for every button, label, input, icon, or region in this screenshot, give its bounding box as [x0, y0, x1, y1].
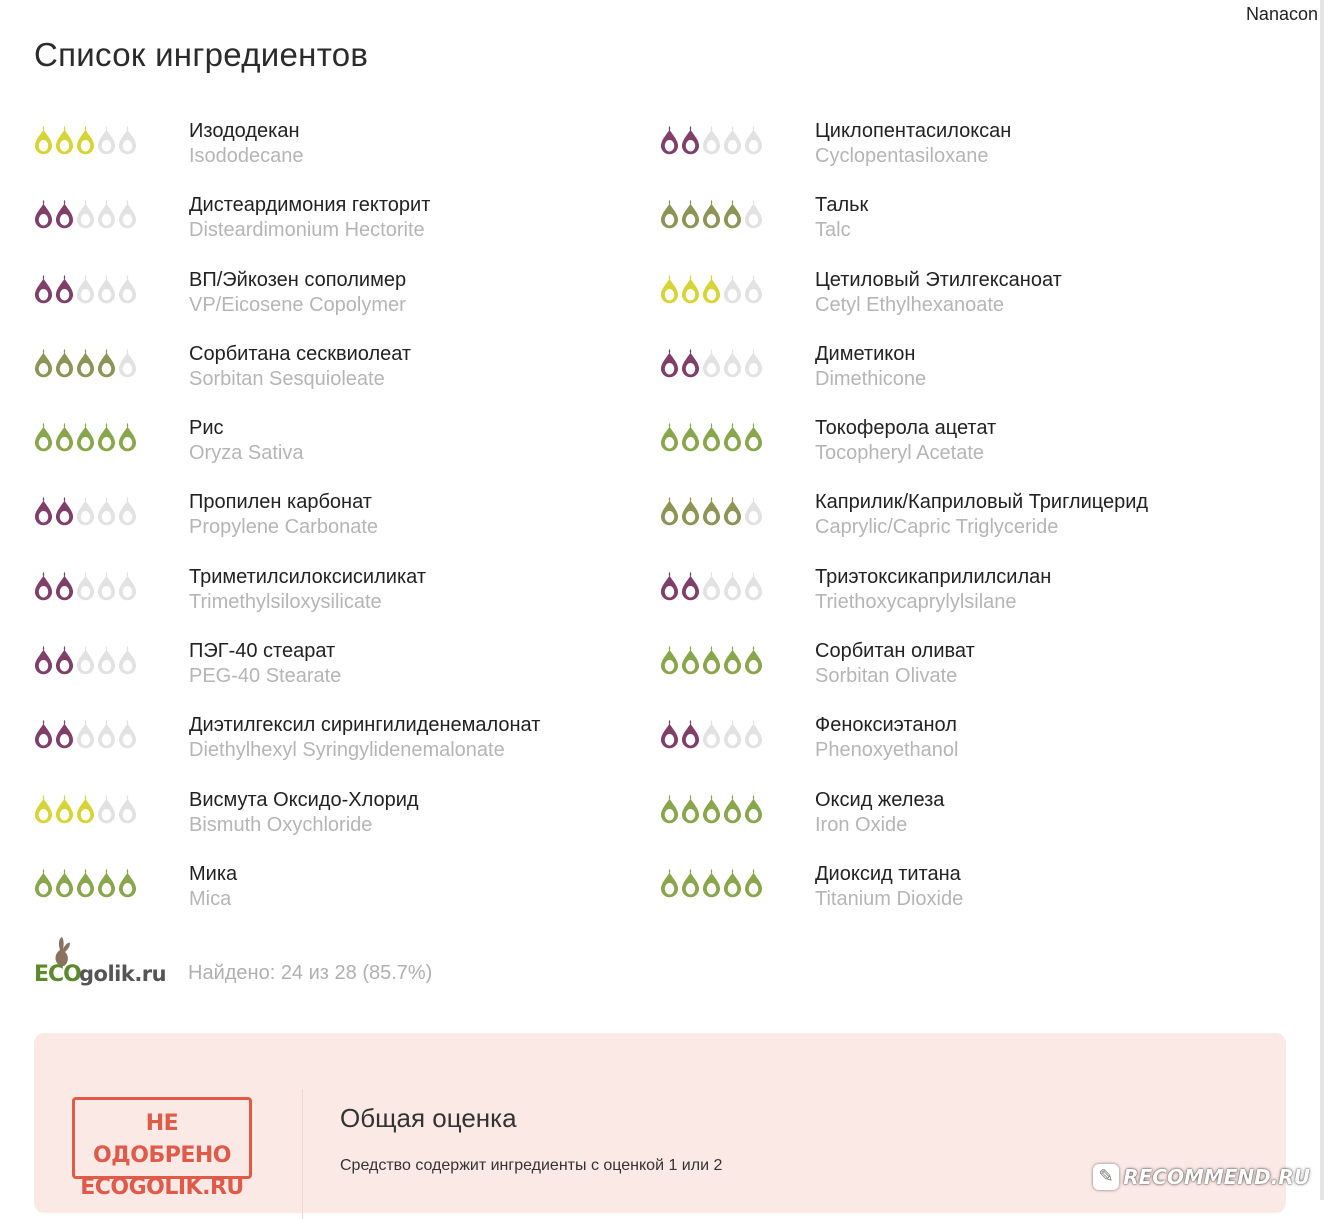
ingredient-name-en: Propylene Carbonate: [189, 516, 379, 539]
rating-drop-filled-icon: [681, 347, 700, 381]
ingredient-name-en: Bismuth Oxychloride: [189, 813, 373, 836]
ingredient-name-en: Caprylic/Capric Triglyceride: [815, 516, 1059, 539]
rating-drop-filled-icon: [660, 570, 679, 604]
ingredient-item[interactable]: [34, 335, 660, 409]
rating-drop-filled-icon: [55, 644, 74, 678]
rating-drop-filled-icon: [55, 421, 74, 455]
ingredient-name-ru[interactable]: Циклопентасилоксан: [815, 120, 1012, 142]
rating-drop-empty-icon: [723, 570, 742, 604]
ingredient-names: [189, 639, 341, 689]
rating-drop-filled-icon: [55, 124, 74, 158]
ingredient-item[interactable]: [34, 261, 660, 335]
rating-drop-filled-icon: [34, 718, 53, 752]
ingredient-name-ru[interactable]: Токоферола ацетат: [815, 417, 997, 440]
rating-drop-filled-icon: [744, 644, 763, 678]
ingredient-name-en: Phenoxyethanol: [815, 739, 959, 762]
not-approved-stamp: [72, 1097, 252, 1200]
rating-drop-empty-icon: [744, 347, 763, 381]
rating-drop-filled-icon: [76, 124, 95, 158]
ingredient-item[interactable]: [660, 112, 1286, 186]
rating-drop-empty-icon: [744, 198, 763, 232]
ingredient-name-en: Triethoxycaprylylsilane: [815, 590, 1017, 613]
rating-drop-filled-icon: [76, 793, 95, 827]
rating-drop-filled-icon: [744, 867, 763, 901]
rating-drop-filled-icon: [702, 421, 721, 455]
ingredient-names: [815, 639, 975, 689]
rating-drop-filled-icon: [34, 124, 53, 158]
rating-drops: [34, 495, 139, 529]
found-count: Найдено: 24 из 28 (85.7%): [188, 962, 433, 984]
rating-drops: [34, 867, 139, 901]
ingredient-names: [815, 565, 1051, 615]
rating-drop-empty-icon: [118, 124, 137, 158]
ingredient-name-ru[interactable]: ВП/Эйкозен сополимер: [189, 268, 407, 291]
rating-drops: [660, 421, 765, 455]
rating-drop-empty-icon: [744, 570, 763, 604]
rating-drop-filled-icon: [681, 718, 700, 752]
ingredient-names: [189, 268, 406, 318]
ingredient-names: [815, 713, 958, 763]
rating-drop-empty-icon: [702, 570, 721, 604]
rating-drop-empty-icon: [76, 718, 95, 752]
ingredient-name-ru[interactable]: Мика: [189, 862, 238, 885]
ingredient-name-en: PEG-40 Stearate: [189, 665, 342, 688]
rating-drops: [34, 198, 139, 232]
rating-drop-empty-icon: [744, 273, 763, 307]
rating-drop-empty-icon: [76, 570, 95, 604]
ingredient-item[interactable]: [34, 781, 660, 855]
ingredient-names: [189, 862, 237, 912]
ingredient-names: [189, 193, 430, 243]
rating-drop-filled-icon: [660, 421, 679, 455]
rating-drop-filled-icon: [55, 273, 74, 307]
ingredient-item[interactable]: [34, 632, 660, 706]
rating-drops: [660, 495, 765, 529]
rating-drop-filled-icon: [34, 867, 53, 901]
rating-drop-filled-icon: [660, 124, 679, 158]
ingredient-names: [815, 490, 1148, 540]
ingredient-item[interactable]: [34, 558, 660, 632]
ingredient-item[interactable]: [34, 706, 660, 780]
rating-drop-filled-icon: [681, 273, 700, 307]
ingredient-name-ru[interactable]: Висмута Оксидо-Хлорид: [189, 788, 419, 811]
stamp-line-1: НЕ ОДОБРЕНО: [92, 1111, 232, 1168]
rating-drop-filled-icon: [34, 198, 53, 232]
rating-drop-filled-icon: [702, 273, 721, 307]
ingredient-item[interactable]: [660, 558, 1286, 632]
rating-drop-filled-icon: [76, 421, 95, 455]
ingredient-names: [815, 193, 868, 243]
rating-drop-filled-icon: [723, 867, 742, 901]
rating-drop-empty-icon: [76, 644, 95, 678]
ingredient-name-en: Disteardimonium Hectorite: [189, 219, 425, 242]
ingredient-name-en: Cyclopentasiloxane: [815, 145, 989, 167]
ingredient-name-ru[interactable]: Тальк: [815, 194, 869, 217]
rating-drops: [660, 793, 765, 827]
rating-drop-filled-icon: [55, 347, 74, 381]
rating-drop-filled-icon: [34, 421, 53, 455]
rating-drop-empty-icon: [702, 347, 721, 381]
rating-drop-filled-icon: [681, 124, 700, 158]
rating-drops: [34, 718, 139, 752]
rating-drop-filled-icon: [723, 421, 742, 455]
rating-drop-filled-icon: [118, 421, 137, 455]
ingredient-list: [34, 112, 1286, 929]
rating-drop-filled-icon: [723, 495, 742, 529]
rating-drop-empty-icon: [76, 198, 95, 232]
recommend-logo-icon: ✎: [1093, 1164, 1119, 1190]
rating-drop-filled-icon: [55, 793, 74, 827]
rating-drop-filled-icon: [702, 495, 721, 529]
ingredient-item[interactable]: [34, 855, 660, 929]
rating-drop-empty-icon: [118, 793, 137, 827]
rating-drops: [660, 273, 765, 307]
ingredient-name-ru[interactable]: Рис: [189, 417, 224, 440]
ingredient-name-ru[interactable]: Сорбитан оливат: [815, 640, 975, 663]
rating-drops: [34, 570, 139, 604]
rating-drop-empty-icon: [744, 124, 763, 158]
rating-drop-filled-icon: [34, 570, 53, 604]
ingredient-name-ru[interactable]: ПЭГ-40 стеарат: [189, 640, 336, 663]
rating-drop-filled-icon: [744, 793, 763, 827]
rating-drop-filled-icon: [702, 867, 721, 901]
ingredient-name-ru[interactable]: Изододекан: [189, 120, 300, 142]
author-name: Nanacon: [1245, 4, 1318, 24]
rating-drops: [660, 198, 765, 232]
ingredient-item[interactable]: [34, 483, 660, 557]
rating-drop-empty-icon: [744, 495, 763, 529]
rating-drop-filled-icon: [681, 644, 700, 678]
ingredient-name-en: Iron Oxide: [815, 813, 908, 836]
rating-drop-empty-icon: [97, 793, 116, 827]
ingredient-name-en: Trimethylsiloxysilicate: [189, 590, 382, 613]
ingredient-name-en: Oryza Sativa: [189, 442, 304, 465]
rating-drop-filled-icon: [55, 495, 74, 529]
rating-drop-filled-icon: [681, 867, 700, 901]
rating-drop-empty-icon: [97, 198, 116, 232]
ingredient-item[interactable]: [34, 409, 660, 483]
ingredient-name-ru[interactable]: Дистеардимония гекторит: [189, 194, 431, 217]
rating-drops: [660, 347, 765, 381]
ingredient-name-ru[interactable]: Диоксид титана: [815, 862, 961, 885]
ingredient-item[interactable]: [660, 632, 1286, 706]
rating-drop-filled-icon: [681, 570, 700, 604]
rating-drop-filled-icon: [97, 421, 116, 455]
recommend-watermark: [1093, 1164, 1310, 1190]
rating-drop-empty-icon: [118, 718, 137, 752]
ingredient-name-ru[interactable]: Триэтоксикаприлилсилан: [815, 565, 1052, 588]
ingredient-name-ru[interactable]: Диметикон: [815, 342, 916, 365]
ingredient-names: [189, 342, 411, 392]
rating-drop-filled-icon: [34, 347, 53, 381]
watermark-text: RECOMMEND.RU: [1123, 1165, 1310, 1189]
rating-drop-empty-icon: [118, 273, 137, 307]
ingredient-name-ru[interactable]: Диэтилгексил сирингилиденемалонат: [189, 714, 541, 737]
rating-drops: [34, 421, 139, 455]
logo-eco-text: ECO: [34, 962, 81, 987]
ingredient-name-en: Talc: [815, 219, 851, 242]
rating-drop-empty-icon: [702, 718, 721, 752]
rating-drop-filled-icon: [702, 198, 721, 232]
ecogolik-logo[interactable]: [34, 936, 169, 992]
rating-drop-filled-icon: [660, 273, 679, 307]
ingredient-name-en: Titanium Dioxide: [815, 887, 964, 910]
rating-drops: [34, 124, 139, 158]
rating-drop-filled-icon: [118, 867, 137, 901]
rating-drop-filled-icon: [660, 867, 679, 901]
rating-drop-empty-icon: [97, 124, 116, 158]
ingredient-item[interactable]: [660, 261, 1286, 335]
rating-drop-filled-icon: [34, 495, 53, 529]
window-edge: [1320, 0, 1324, 1200]
rating-drop-filled-icon: [55, 570, 74, 604]
rating-drop-empty-icon: [97, 273, 116, 307]
rating-drops: [34, 273, 139, 307]
ingredient-item[interactable]: [660, 483, 1286, 557]
ingredient-names: [815, 119, 1011, 169]
rating-drop-filled-icon: [723, 198, 742, 232]
rating-drop-filled-icon: [34, 273, 53, 307]
rating-drop-empty-icon: [97, 570, 116, 604]
rating-drop-filled-icon: [55, 718, 74, 752]
rating-drop-empty-icon: [118, 198, 137, 232]
rating-drops: [34, 347, 139, 381]
ingredient-name-en: Tocopheryl Acetate: [815, 442, 984, 465]
rating-drop-empty-icon: [97, 718, 116, 752]
ingredient-name-ru[interactable]: Пропилен карбонат: [189, 491, 372, 514]
ingredient-name-en: Diethylhexyl Syringylidenemalonate: [189, 739, 505, 762]
ingredient-name-ru[interactable]: Цетиловый Этилгексаноат: [815, 268, 1062, 291]
ingredient-item[interactable]: [660, 706, 1286, 780]
ingredient-names: [189, 713, 540, 763]
rating-drops: [660, 718, 765, 752]
rating-drop-empty-icon: [76, 273, 95, 307]
rating-drop-empty-icon: [118, 644, 137, 678]
rating-drop-empty-icon: [76, 495, 95, 529]
rating-drop-filled-icon: [55, 198, 74, 232]
rating-drops: [34, 644, 139, 678]
ingredient-names: [815, 788, 944, 838]
rating-drop-filled-icon: [681, 793, 700, 827]
ingredient-name-ru[interactable]: Феноксиэтанол: [815, 714, 957, 737]
rating-drop-empty-icon: [118, 347, 137, 381]
rating-drop-empty-icon: [702, 124, 721, 158]
page-title: Список ингредиентов: [34, 36, 369, 73]
ingredient-names: [189, 490, 378, 540]
rating-drop-empty-icon: [744, 718, 763, 752]
ingredient-names: [815, 268, 1062, 318]
rating-drops: [660, 570, 765, 604]
ingredient-names: [815, 342, 926, 392]
rating-drop-filled-icon: [723, 793, 742, 827]
rating-drop-filled-icon: [34, 793, 53, 827]
ingredient-name-ru[interactable]: Сорбитана сесквиолеат: [189, 342, 412, 365]
ingredient-item[interactable]: [660, 855, 1286, 929]
ingredient-names: [189, 119, 304, 169]
ingredient-names: [189, 416, 303, 466]
rating-drop-empty-icon: [97, 644, 116, 678]
ingredient-names: [189, 788, 419, 838]
ingredient-names: [815, 416, 996, 466]
rating-drop-filled-icon: [660, 495, 679, 529]
rating-drops: [34, 793, 139, 827]
ingredient-names: [189, 565, 426, 615]
rating-drop-filled-icon: [34, 644, 53, 678]
rating-drop-filled-icon: [76, 347, 95, 381]
ingredient-item[interactable]: [660, 781, 1286, 855]
rating-drop-filled-icon: [660, 793, 679, 827]
ingredient-item[interactable]: [660, 186, 1286, 260]
ingredient-names: [815, 862, 963, 912]
rating-drop-filled-icon: [723, 644, 742, 678]
ingredient-name-en: Sorbitan Olivate: [815, 665, 958, 688]
rating-drop-filled-icon: [97, 347, 116, 381]
rating-drop-empty-icon: [723, 124, 742, 158]
rating-drop-filled-icon: [97, 867, 116, 901]
rating-drop-empty-icon: [723, 347, 742, 381]
rating-drop-empty-icon: [118, 495, 137, 529]
ingredient-name-ru[interactable]: Каприлик/Каприловый Триглицерид: [815, 491, 1149, 514]
ingredient-item[interactable]: [34, 112, 660, 186]
logo-golik-text: golik.ru: [79, 962, 167, 986]
ingredient-name-en: Isododecane: [189, 145, 304, 167]
ingredient-name-en: Mica: [189, 887, 232, 910]
ingredient-item[interactable]: [660, 335, 1286, 409]
rating-drop-filled-icon: [660, 347, 679, 381]
rating-drop-empty-icon: [723, 718, 742, 752]
rating-drop-filled-icon: [681, 421, 700, 455]
verdict-text: Средство содержит ингредиенты с оценкой 1 или 2: [340, 1157, 723, 1174]
stamp-line-2: ECOGOLIK.RU: [80, 1175, 244, 1200]
rating-drop-empty-icon: [118, 570, 137, 604]
ingredient-name-en: Dimethicone: [815, 367, 927, 390]
rating-drops: [660, 644, 765, 678]
rating-drop-filled-icon: [660, 718, 679, 752]
rating-drops: [660, 124, 765, 158]
ingredient-item[interactable]: [34, 186, 660, 260]
rating-drop-empty-icon: [723, 273, 742, 307]
verdict-title: Общая оценка: [340, 1103, 517, 1133]
ingredient-name-en: Sorbitan Sesquioleate: [189, 367, 385, 390]
rating-drop-filled-icon: [76, 867, 95, 901]
ingredient-name-en: VP/Eicosene Copolymer: [189, 293, 406, 316]
rating-drop-filled-icon: [681, 495, 700, 529]
rating-drop-filled-icon: [681, 198, 700, 232]
rating-drops: [660, 867, 765, 901]
rating-drop-filled-icon: [660, 198, 679, 232]
ingredient-item[interactable]: [660, 409, 1286, 483]
rating-drop-filled-icon: [744, 421, 763, 455]
ingredient-name-ru[interactable]: Триметилсилоксисиликат: [189, 565, 426, 588]
rating-drop-filled-icon: [702, 793, 721, 827]
ingredient-name-en: Cetyl Ethylhexanoate: [815, 293, 1005, 316]
rating-drop-empty-icon: [97, 495, 116, 529]
rating-drop-filled-icon: [55, 867, 74, 901]
rating-drop-filled-icon: [702, 644, 721, 678]
ingredient-name-ru[interactable]: Оксид железа: [815, 788, 945, 811]
rating-drop-filled-icon: [660, 644, 679, 678]
